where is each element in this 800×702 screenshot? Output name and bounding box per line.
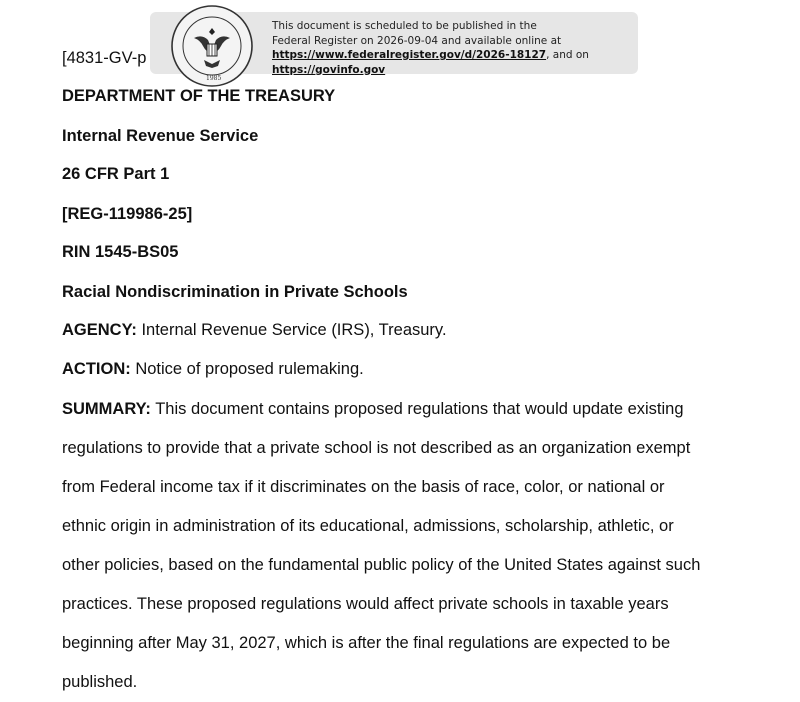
cfr-heading: 26 CFR Part 1 xyxy=(62,165,170,183)
action-line xyxy=(62,359,364,379)
summary-line-3: from Federal income tax if it discriminates on the basis of race, color, or national or xyxy=(62,478,665,496)
national-archives-seal-icon xyxy=(170,4,254,88)
department-heading: DEPARTMENT OF THE TREASURY xyxy=(62,87,336,105)
summary-line-7: beginning after May 31, 2027, which is after the final regulations are expected to be xyxy=(62,634,671,652)
govinfo-link[interactable]: https://govinfo.gov xyxy=(272,63,386,76)
summary-line-6: practices. These proposed regulations would affect private schools in taxable years xyxy=(62,595,669,613)
summary-line-8: published. xyxy=(62,673,138,691)
document-title: Racial Nondiscrimination in Private Schools xyxy=(62,283,408,301)
seal-year: 1985 xyxy=(206,75,222,82)
summary-text-1: This document contains proposed regulations that would update existing xyxy=(150,400,684,418)
action-label: ACTION: xyxy=(62,360,131,378)
banner-line-1: This document is scheduled to be published in the xyxy=(272,20,537,32)
banner-line-3-suffix: , and on xyxy=(546,49,589,61)
summary-line-2: regulations to provide that a private school is not described as an organization exempt xyxy=(62,439,691,457)
banner-line-2: Federal Register on 2026-09-04 and available online at xyxy=(272,34,562,47)
action-value: Notice of proposed rulemaking. xyxy=(130,360,364,378)
federal-register-link[interactable]: https://www.federalregister.gov/d/2026-18127 xyxy=(272,49,547,61)
agency-value: Internal Revenue Service (IRS), Treasury. xyxy=(136,321,447,339)
summary-line-5: other policies, based on the fundamental public policy of the United States against such xyxy=(62,556,701,574)
reg-number: [REG-119986-25] xyxy=(62,205,193,223)
summary-line-4: ethnic origin in administration of its educational, admissions, scholarship, athletic, or xyxy=(62,517,674,535)
agency-heading: Internal Revenue Service xyxy=(62,127,259,145)
summary-line-1 xyxy=(62,399,684,419)
rin-number: RIN 1545-BS05 xyxy=(62,243,179,261)
agency-line xyxy=(62,320,447,340)
agency-label: AGENCY: xyxy=(62,321,137,339)
banner-notice xyxy=(272,19,589,77)
summary-label: SUMMARY: xyxy=(62,400,151,418)
document-number: [4831-GV-p xyxy=(62,49,147,67)
